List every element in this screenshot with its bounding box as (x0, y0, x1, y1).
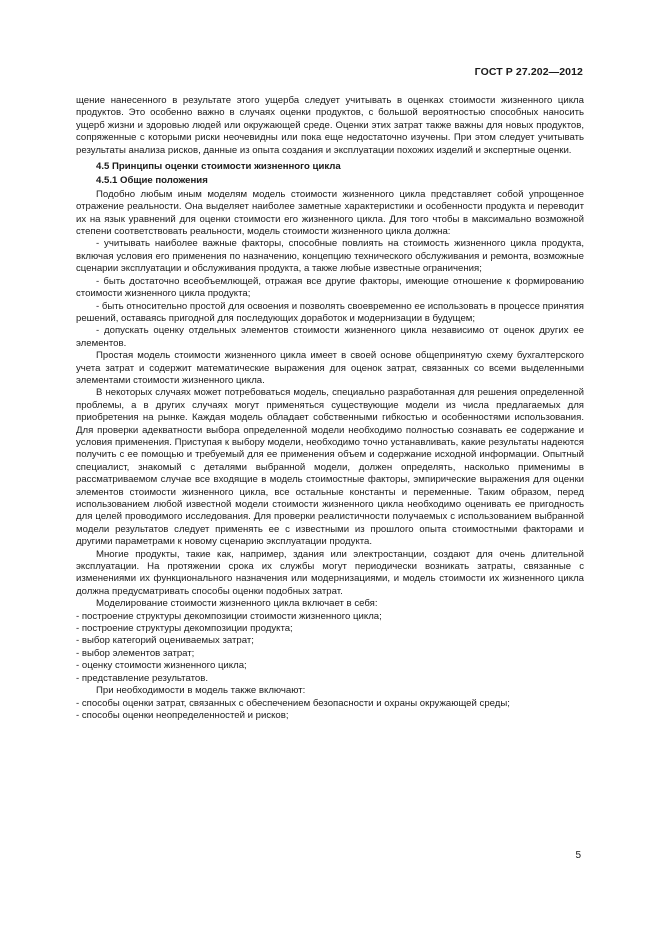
list-item: - построение структуры декомпозиции стоимости жизненного цикла; (76, 610, 382, 622)
list-item: - выбор категорий оцениваемых затрат; (76, 635, 254, 647)
paragraph: В некоторых случаях может потребоваться модель, специально разработанная для решения определенной проблемы, а в других случаях могут применяться существующие модели из числа предлагаемых для приобретения на рынке. Каждая модель обладает собственными гибкостью и особенностями использования. Для проверки адекватности выбора определенной модели необходимо полностью сознавать ее содержание и условия применения. Приступая к выбору модели, необходимо точно устанавливать, какие результаты надеются получить с ее помощью и требуемый для ее применения объем и содержание исходной информации. Опытный специалист, знакомый с деталями выбранной модели, должен определять, насколько применимы в рассматриваемом случае все входящие в модель стоимостные факторы, эмпирические выражения для оценки элементов стоимости жизненного цикла, все остальные константы и переменные. Таким образом, перед использованием любой известной модели стоимости жизненного цикла необходимо оценивать ее пригодность для целей проводимого исследования. Для проверки реалистичности получаемых с использованием выбранной модели результатов следует применять ее с известными из прошлого опыта стоимостными факторами и другими параметрами к новому сценарию эксплуатации продукта. (76, 387, 584, 548)
list-item: - представление результатов. (76, 672, 208, 684)
document-body (76, 95, 584, 722)
list-item: - оценку стоимости жизненного цикла; (76, 660, 247, 672)
intro-paragraph: щение нанесенного в результате этого ущерба следует учитывать в оценках стоимости жизненного цикла продуктов. Это особенно важно в случаях оценки продуктов, с большой вероятностью способных наносить ущерб жизни и здоровью людей или окружающей среде. Оценки этих затрат также важны для новых продуктов, сопряженные с которыми риски неочевидны или пока еще недостаточно изучены. При этом следует учитывать результаты анализа рисков, данные из опыта создания и эксплуатации похожих изделий и экспертные оценки. (76, 95, 584, 156)
page-number: 5 (575, 850, 581, 861)
paragraph: Моделирование стоимости жизненного цикла включает в себя: (96, 598, 378, 610)
subsection-heading: 4.5.1 Общие положения (96, 175, 208, 187)
list-item: - способы оценки неопределенностей и рисков; (76, 709, 289, 721)
list-item: - способы оценки затрат, связанных с обеспечением безопасности и охраны окружающей среды; (76, 697, 510, 709)
list-item: - допускать оценку отдельных элементов стоимости жизненного цикла независимо от оценок других ее элементов. (76, 325, 584, 349)
list-item: - выбор элементов затрат; (76, 647, 195, 659)
list-item: - быть достаточно всеобъемлющей, отражая все другие факторы, имеющие отношение к формированию стоимости жизненного цикла продукта; (76, 275, 584, 300)
list-item: - быть относительно простой для освоения и позволять своевременно ее использовать в процессе принятия решений, оставаясь пригодной для последующих доработок и модернизации в будущем; (76, 300, 584, 324)
section-heading: 4.5 Принципы оценки стоимости жизненного цикла (96, 161, 341, 173)
document-header: ГОСТ Р 27.202—2012 (474, 66, 583, 78)
paragraph: Многие продукты, такие как, например, здания или электростанции, создают для очень длительной эксплуатации. На протяжении срока их службы могут периодически возникать затраты, связанные с изменениями их функционального назначения или модернизациями, и модель стоимости их жизненного цикла должна предусматривать способы оценки подобных затрат. (76, 548, 584, 597)
paragraph: Простая модель стоимости жизненного цикла имеет в своей основе общепринятую схему бухгалтерского учета затрат и содержит математические выражения для оценок затрат, связанных со всеми выделенными элементами стоимости жизненного цикла. (76, 350, 584, 386)
list-item: - построение структуры декомпозиции продукта; (76, 623, 293, 635)
list-item: - учитывать наиболее важные факторы, способные повлиять на стоимость жизненного цикла продукта, включая условия его применения по назначению, концепцию технического обслуживания и ремонта, возможные сценарии эксплуатации и обслуживания продукта, а также любые известные ограничения; (76, 238, 584, 275)
paragraph: При необходимости в модель также включают: (96, 685, 306, 697)
paragraph: Подобно любым иным моделям модель стоимости жизненного цикла представляет собой упрощенное отражение реальности. Она выделяет наиболее заметные характеристики и особенности продукта и переводит их на язык уравнений для оценки стоимости его жизненного цикла. Для того чтобы в максимально возможной степени соответствовать реальности, модель стоимости жизненного цикла должна: (76, 188, 584, 238)
